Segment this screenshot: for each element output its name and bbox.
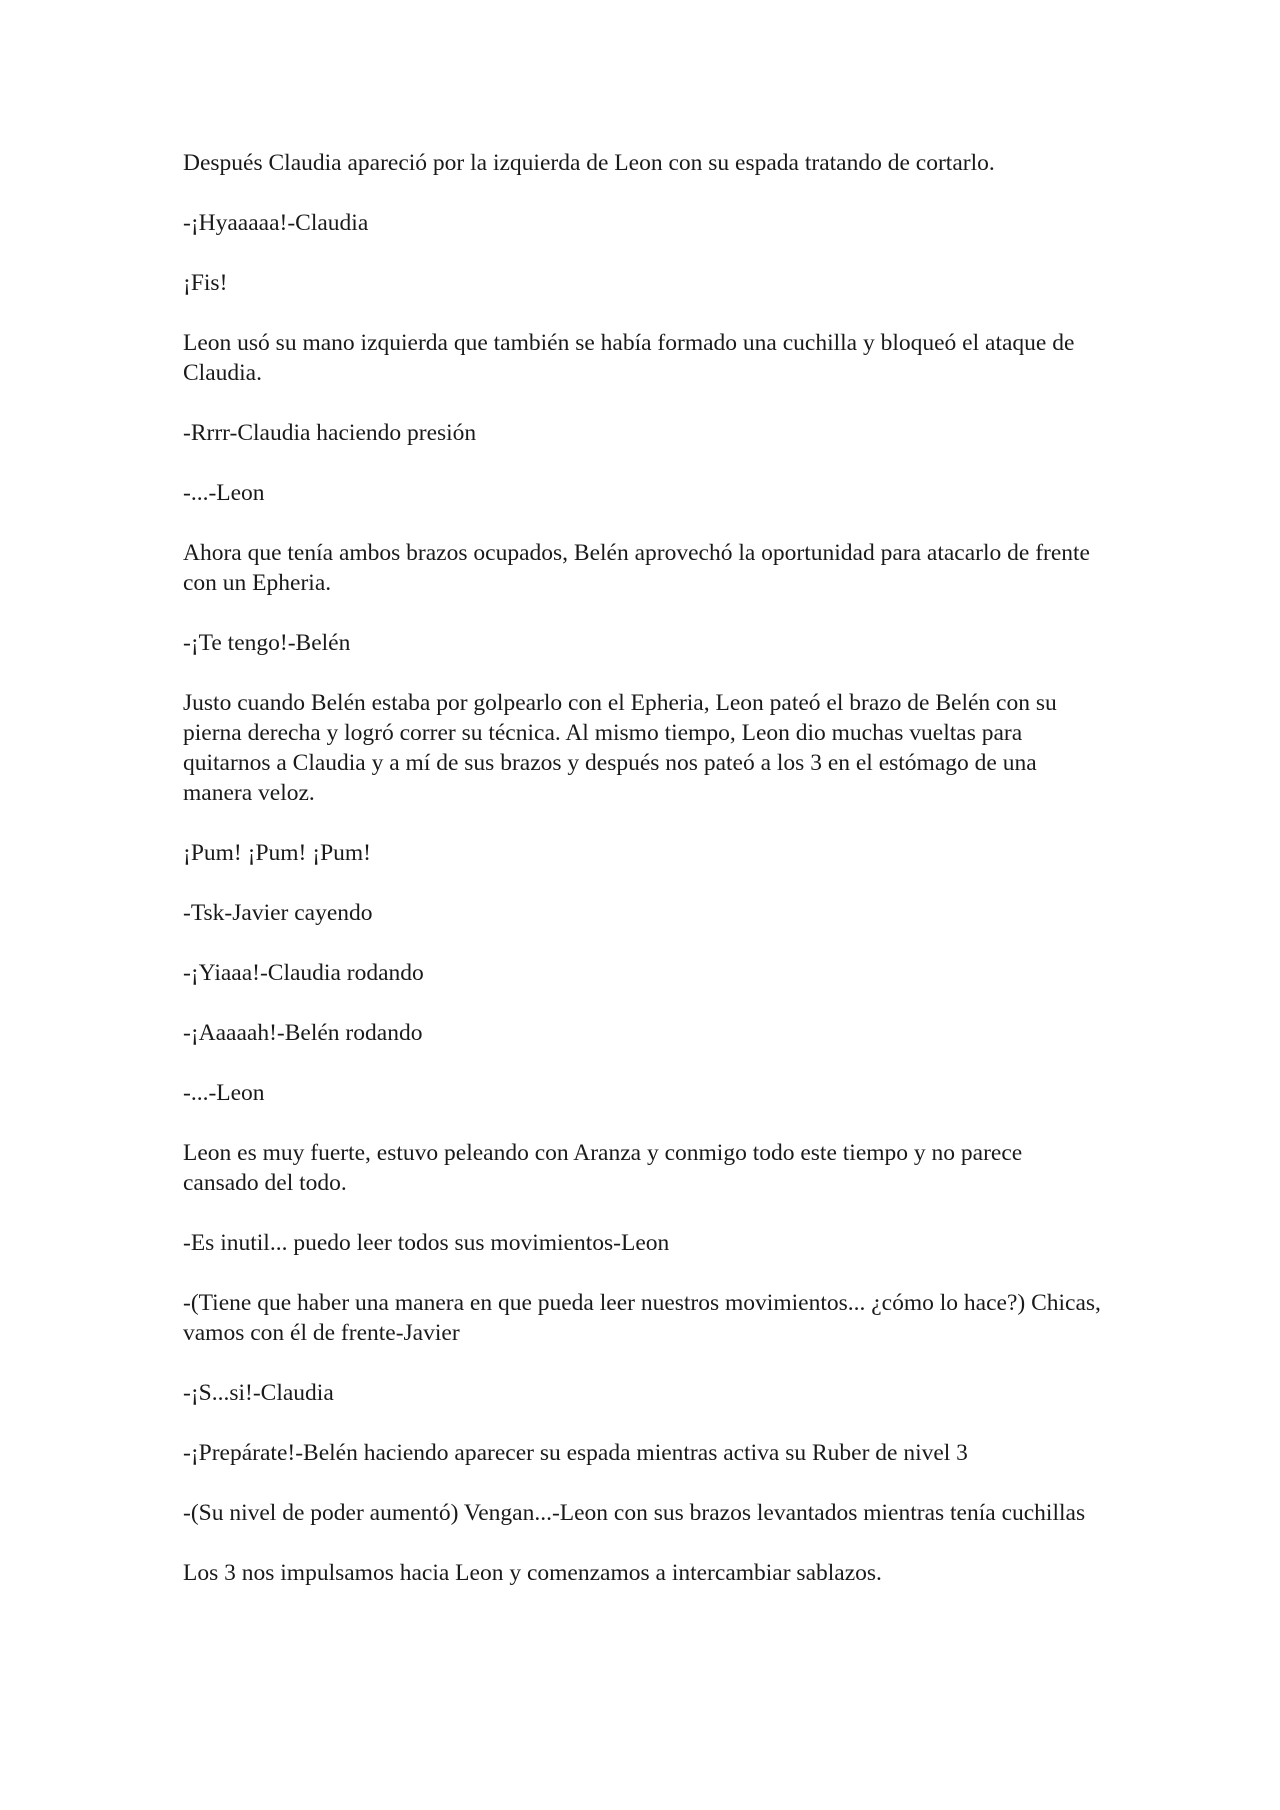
paragraph: -Tsk-Javier cayendo: [183, 900, 373, 926]
paragraph: -¡Aaaaah!-Belén rodando: [183, 1020, 423, 1046]
paragraph: Los 3 nos impulsamos hacia Leon y comenzamos a intercambiar sablazos.: [183, 1560, 882, 1586]
paragraph: Leon es muy fuerte, estuvo peleando con Aranza y conmigo todo este tiempo y no parece cansado del todo.: [183, 1140, 1023, 1196]
paragraph: ¡Pum! ¡Pum! ¡Pum!: [183, 840, 371, 866]
paragraph: -...-Leon: [183, 480, 265, 506]
paragraph: ¡Fis!: [183, 270, 228, 296]
paragraph: -Es inutil... puedo leer todos sus movimientos-Leon: [183, 1230, 670, 1256]
paragraph: Leon usó su mano izquierda que también se había formado una cuchilla y bloqueó el ataque de Claudia.: [183, 330, 1075, 386]
paragraph: -¡Hyaaaaa!-Claudia: [183, 210, 369, 236]
paragraph: -¡S...si!-Claudia: [183, 1380, 334, 1406]
document-page: [183, 148, 1103, 1618]
paragraph: -(Tiene que haber una manera en que pueda leer nuestros movimientos... ¿cómo lo hace?) Chicas, vamos con él de frente-Javier: [183, 1290, 1101, 1346]
paragraph: Ahora que tenía ambos brazos ocupados, Belén aprovechó la oportunidad para atacarlo de frente con un Epheria.: [183, 540, 1090, 596]
paragraph: -(Su nivel de poder aumentó) Vengan...-Leon con sus brazos levantados mientras tenía cuchillas: [183, 1500, 1086, 1526]
paragraph: -¡Te tengo!-Belén: [183, 630, 351, 656]
paragraph: -¡Prepárate!-Belén haciendo aparecer su espada mientras activa su Ruber de nivel 3: [183, 1440, 968, 1466]
paragraph: -¡Yiaaa!-Claudia rodando: [183, 960, 424, 986]
paragraph: Justo cuando Belén estaba por golpearlo con el Epheria, Leon pateó el brazo de Belén con su pierna derecha y logró correr su técnica. Al mismo tiempo, Leon dio muchas vueltas para quitarnos a Claudia y a mí de sus brazos y después nos pateó a los 3 en el estómago de una manera veloz.: [183, 690, 1057, 806]
paragraph: -...-Leon: [183, 1080, 265, 1106]
paragraph: Después Claudia apareció por la izquierda de Leon con su espada tratando de cortarlo.: [183, 150, 995, 176]
paragraph: -Rrrr-Claudia haciendo presión: [183, 420, 477, 446]
